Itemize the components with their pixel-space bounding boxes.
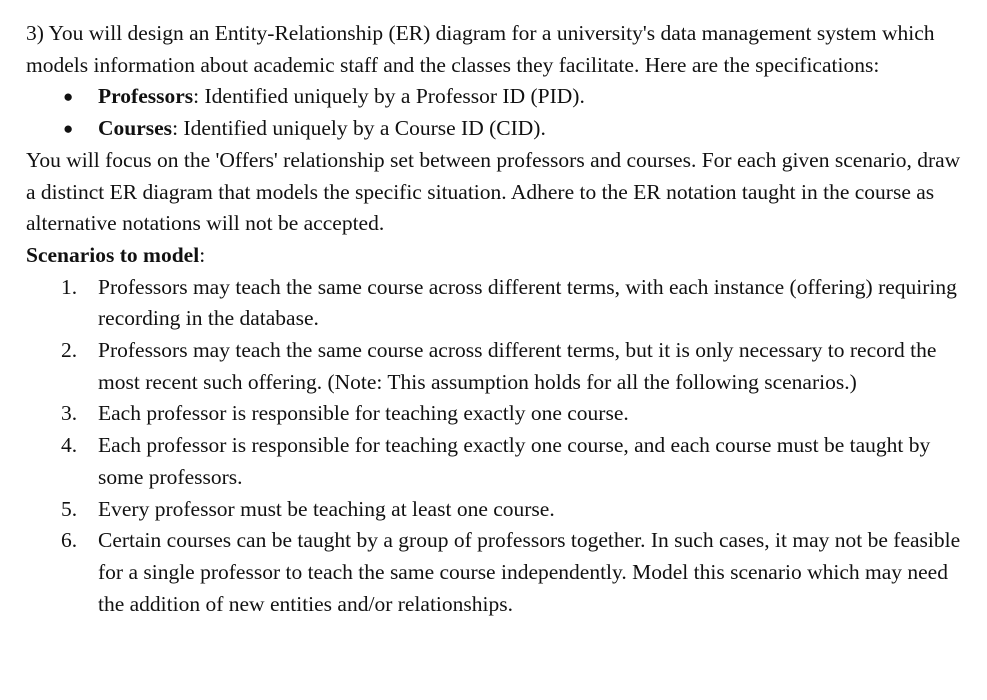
scenario-item [26,494,961,526]
scenario-item [26,430,961,493]
scenarios-heading [26,240,961,272]
scenarios-heading-label: Scenarios to model [26,242,200,267]
spec-item-professors [26,81,961,113]
scenario-text: Every professor must be teaching at least one course. [98,496,555,521]
scenario-item [26,335,961,398]
scenario-number: 6. [61,528,78,553]
scenario-number: 5. [61,496,78,521]
bullet-icon: ● [63,87,74,107]
scenario-number: 1. [61,274,78,299]
intro-paragraph: 3) You will design an Entity-Relationship (ER) diagram for a university's data management system which models information about academic staff and the classes they facilitate. Here are the specifications: [26,21,935,77]
spec-description: : Identified uniquely by a Course ID (CID). [172,116,546,141]
scenario-number: 3. [61,401,78,426]
scenario-number: 2. [61,338,78,363]
scenario-item [26,398,961,430]
spec-description: : Identified uniquely by a Professor ID (PID). [193,84,585,109]
scenario-number: 4. [61,433,78,458]
scenario-text: Each professor is responsible for teaching exactly one course, and each course must be taught by some professors. [98,433,931,489]
bullet-icon: ● [63,119,74,139]
spec-term: Courses [98,116,173,141]
scenario-text: Each professor is responsible for teaching exactly one course. [98,401,629,426]
scenario-text: Certain courses can be taught by a group of professors together. In such cases, it may not be feasible for a single professor to teach the same course independently. Model this scenario which may need the addition of new entities and/or relationships. [98,528,961,616]
spec-term: Professors [98,84,194,109]
scenarios-list [26,272,961,621]
scenario-text: Professors may teach the same course across different terms, with each instance (offering) requiring recording in the database. [98,274,957,331]
scenarios-heading-colon: : [199,242,206,267]
scenario-text: Professors may teach the same course across different terms, but it is only necessary to record the most recent such offering. (Note: This assumption holds for all the following scenarios.) [98,338,937,394]
scenario-item [26,525,961,620]
spec-item-courses [26,113,961,145]
specifications-list [26,81,961,144]
focus-paragraph: You will focus on the 'Offers' relationship set between professors and courses. For each given scenario, draw a distinct ER diagram that models the specific situation. Adhere to the ER notation taught in the course as alternative notations will not be accepted. [26,147,961,236]
scenario-item [26,272,961,335]
